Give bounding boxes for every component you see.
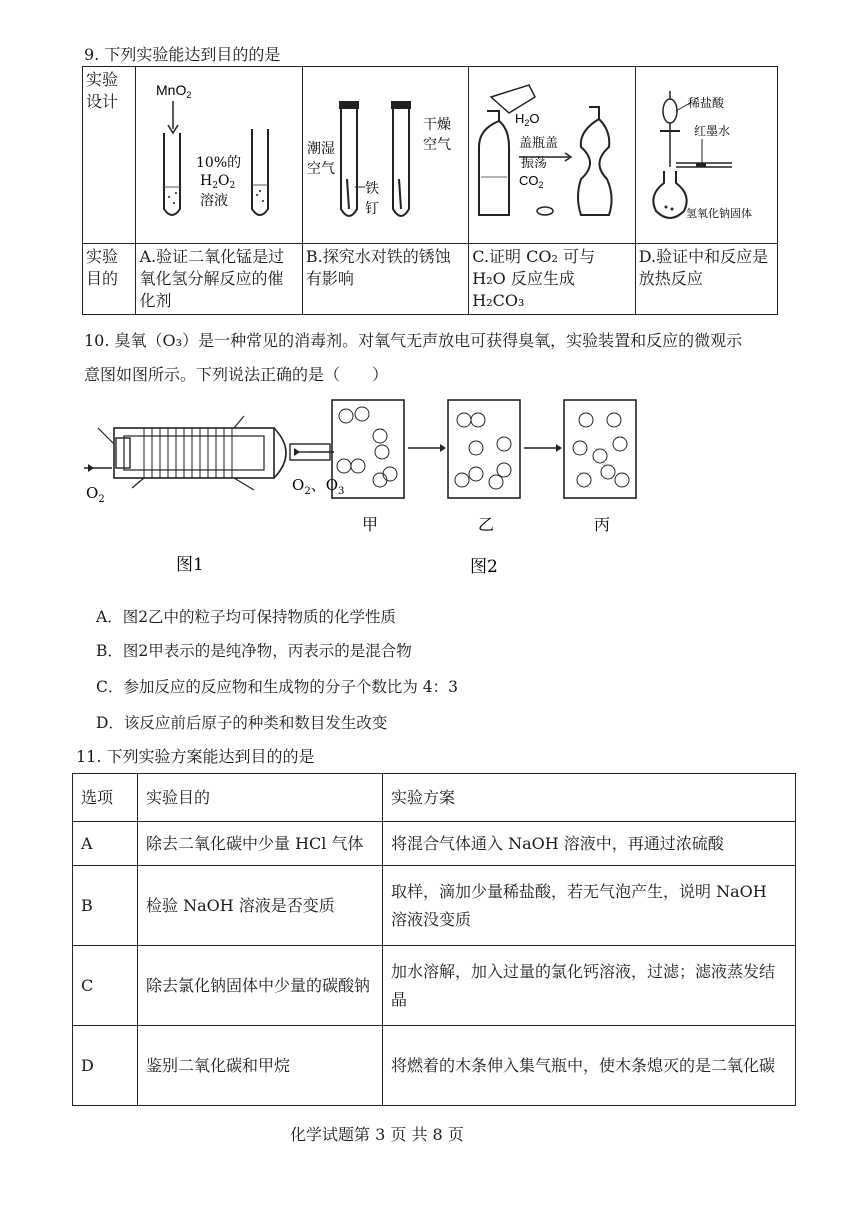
svg-text:氢氧化钠固体: 氢氧化钠固体 bbox=[685, 207, 752, 220]
header-option: 选项 bbox=[73, 774, 138, 822]
purpose-a: A.验证二氧化锰是过氧化氢分解反应的催化剂 bbox=[136, 244, 302, 315]
row-label-purpose: 实验目的 bbox=[83, 244, 136, 315]
svg-text:铁: 铁 bbox=[364, 181, 379, 197]
test-tubes-mno2-diagram bbox=[136, 67, 300, 239]
svg-text:红墨水: 红墨水 bbox=[693, 124, 730, 138]
svg-text:空气: 空气 bbox=[306, 161, 335, 177]
q10-figures bbox=[84, 398, 804, 580]
fig2-caption: 图2 bbox=[470, 557, 498, 577]
svg-text:O2、O3: $O_2$、$O_3$ bbox=[292, 476, 345, 497]
q10-option-b: B．图2甲表示的是纯净物，丙表示的是混合物 bbox=[96, 642, 412, 660]
q10-option-c: C．参加反应的反应物和生成物的分子个数比为 4：3 bbox=[96, 678, 459, 696]
table-row: C 除去氯化钠固体中少量的碳酸钠 加水溶解，加入过量的氯化钙溶液，过滤；滤液蒸发结晶 bbox=[73, 946, 796, 1026]
header-plan: 实验方案 bbox=[383, 774, 796, 822]
q10-option-a: A．图2乙中的粒子均可保持物质的化学性质 bbox=[96, 608, 397, 626]
q10-stem-line2: 意图如图所示。下列说法正确的是（ ） bbox=[84, 365, 389, 384]
q9-stem: 9. 下列实验能达到目的的是 bbox=[84, 45, 281, 64]
svg-text:MnO2: MnO$_2$ bbox=[156, 82, 192, 100]
q10-stem-line1: 10. 臭氧（O₃）是一种常见的消毒剂。对氧气无声放电可获得臭氧，实验装置和反应的微观示 bbox=[84, 331, 743, 350]
svg-text:潮湿: 潮湿 bbox=[306, 141, 335, 157]
svg-text:钉: 钉 bbox=[364, 201, 379, 217]
flask-naoh-diagram bbox=[636, 67, 776, 239]
purpose-b: B.探究水对铁的锈蚀有影响 bbox=[302, 244, 468, 315]
svg-text:H2O: $H_2O$ bbox=[515, 111, 540, 128]
table-row: D 鉴别二氧化碳和甲烷 将燃着的木条伸入集气瓶中，使木条熄灭的是二氧化碳 bbox=[73, 1026, 796, 1106]
header-goal: 实验目的 bbox=[138, 774, 383, 822]
q10-option-d: D．该反应前后原子的种类和数目发生改变 bbox=[96, 714, 388, 732]
q9-figure-d bbox=[635, 67, 777, 244]
molecule-box-bing bbox=[564, 400, 636, 498]
q9-table bbox=[82, 66, 778, 315]
label-bing: 丙 bbox=[594, 515, 611, 534]
row-label-design: 实验设计 bbox=[83, 67, 136, 244]
page-footer: 化学试题第 3 页 共 8 页 bbox=[290, 1125, 464, 1144]
iron-nail-tubes-diagram bbox=[303, 67, 467, 239]
svg-text:空气: 空气 bbox=[422, 137, 451, 153]
purpose-c: C.证明 CO₂ 可与 H₂O 反应生成 H₂CO₃ bbox=[469, 244, 635, 315]
svg-text:CO2: $CO_2$ bbox=[519, 173, 544, 190]
svg-text:稀盐酸: 稀盐酸 bbox=[687, 96, 724, 110]
purpose-d: D.验证中和反应是放热反应 bbox=[635, 244, 777, 315]
label-jia: 甲 bbox=[362, 515, 379, 534]
q11-stem: 11. 下列实验方案能达到目的的是 bbox=[76, 747, 315, 766]
table-row: B 检验 NaOH 溶液是否变质 取样，滴加少量稀盐酸，若无气泡产生，说明 NaOH 溶液没变质 bbox=[73, 866, 796, 946]
fig1-caption: 图1 bbox=[176, 555, 204, 575]
molecule-box-jia bbox=[332, 400, 404, 498]
svg-text:干燥: 干燥 bbox=[422, 117, 451, 133]
svg-text:10%的: 10%的 bbox=[196, 155, 242, 171]
svg-text:溶液: 溶液 bbox=[200, 193, 229, 209]
svg-text:盖瓶盖: 盖瓶盖 bbox=[519, 136, 559, 151]
ozone-generator-diagram bbox=[84, 416, 344, 505]
bottle-co2-diagram bbox=[469, 67, 633, 239]
q11-table bbox=[72, 773, 796, 1106]
q9-figure-c bbox=[469, 67, 635, 244]
q9-figure-b bbox=[302, 67, 468, 244]
table-row: A 除去二氧化碳中少量 HCl 气体 将混合气体通入 NaOH 溶液中，再通过浓硫酸 bbox=[73, 822, 796, 866]
q9-figure-a bbox=[136, 67, 302, 244]
svg-text:振荡: 振荡 bbox=[521, 156, 548, 171]
label-yi: 乙 bbox=[478, 515, 495, 534]
svg-text:O2: $O_2$ bbox=[86, 484, 105, 505]
molecule-box-yi bbox=[448, 400, 520, 498]
svg-text:H2O2: $H_2O_2$ bbox=[200, 173, 236, 191]
